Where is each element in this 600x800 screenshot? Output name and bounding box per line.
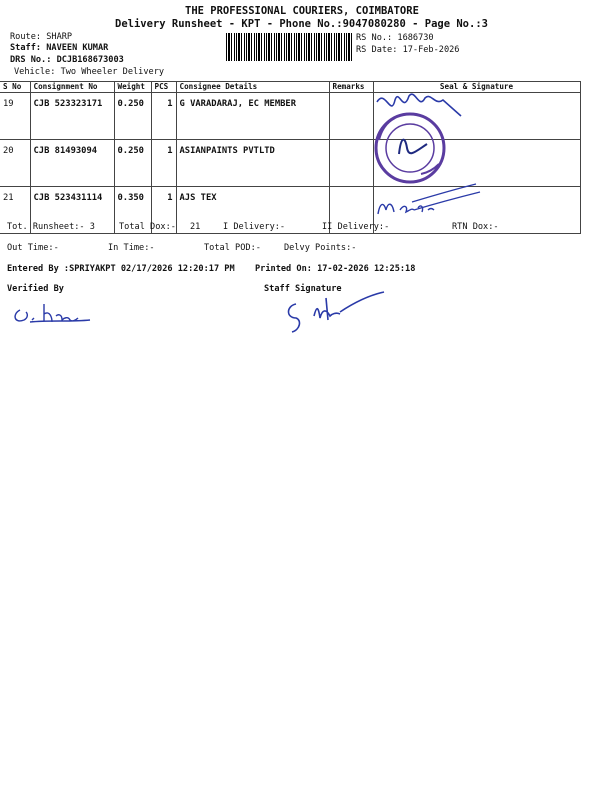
handwritten-name — [378, 204, 434, 214]
cell-weight: 0.350 — [114, 187, 151, 234]
col-header-pcs: PCS — [151, 82, 176, 93]
signature-row-20 — [399, 140, 427, 154]
cell-pcs: 1 — [151, 187, 176, 234]
cell-sno: 21 — [0, 187, 30, 234]
i-delivery: I Delivery:- — [223, 222, 286, 232]
vehicle-label: Vehicle: Two Wheeler Delivery — [14, 67, 165, 77]
cell-sno: 19 — [0, 93, 30, 140]
out-time: Out Time:- — [7, 243, 59, 253]
staff-signature-label: Staff Signature — [264, 284, 342, 294]
tot-runsheet: Tot. Runsheet:- 3 — [7, 222, 95, 232]
runsheet-title: Delivery Runsheet - KPT - Phone No.:9047080280 - Page No.:3 — [115, 18, 488, 30]
cell-weight: 0.250 — [114, 140, 151, 187]
entered-by: Entered By :SPRIYAKPT 02/17/2026 12:20:17 PM — [7, 264, 235, 274]
verified-by-ink — [15, 304, 90, 322]
cell-consignment: CJB 523431114 — [30, 187, 114, 234]
table-row — [0, 140, 580, 187]
col-header-weight: Weight — [114, 82, 151, 93]
cell-sno: 20 — [0, 140, 30, 187]
handwritten-note-row-21 — [372, 180, 492, 220]
runsheet-table — [0, 81, 581, 234]
staff-label: Staff: NAVEEN KUMAR — [10, 43, 109, 53]
total-dox-value: 21 — [190, 222, 201, 232]
col-header-consignment: Consignment No — [30, 82, 114, 93]
verified-by-label: Verified By — [7, 284, 64, 294]
rtn-dox: RTN Dox:- — [452, 222, 499, 232]
cell-consignee: ASIANPAINTS PVTLTD — [176, 140, 329, 187]
total-pod: Total POD:- — [204, 243, 261, 253]
seal-inner-ring — [386, 124, 434, 172]
delvy-points: Delvy Points:- — [284, 243, 357, 253]
barcode — [226, 33, 352, 61]
signature-row-19 — [377, 94, 461, 116]
printed-on: Printed On: 17-02-2026 12:25:18 — [255, 264, 416, 274]
staff-signature-mark — [278, 290, 388, 338]
drs-label: DRS No.: DCJB168673003 — [10, 55, 124, 65]
cell-consignment: CJB 523323171 — [30, 93, 114, 140]
cell-consignee: AJS TEX — [176, 187, 329, 234]
ii-delivery: II Delivery:- — [322, 222, 390, 232]
rs-date: RS Date: 17-Feb-2026 — [356, 45, 460, 55]
rs-number: RS No.: 1686730 — [356, 33, 434, 43]
col-header-sno: S No — [0, 82, 30, 93]
cell-pcs: 1 — [151, 93, 176, 140]
col-header-seal: Seal & Signature — [373, 82, 580, 93]
col-header-remarks: Remarks — [329, 82, 373, 93]
cell-weight: 0.250 — [114, 93, 151, 140]
in-time: In Time:- — [108, 243, 155, 253]
table-row — [0, 93, 580, 140]
cell-consignment: CJB 81493094 — [30, 140, 114, 187]
total-dox-label: Total Dox:- — [119, 222, 176, 232]
col-header-consignee: Consignee Details — [176, 82, 329, 93]
route-label: Route: SHARP — [10, 32, 73, 42]
cell-consignee: G VARADARAJ, EC MEMBER — [176, 93, 329, 140]
table-header-row — [0, 82, 580, 93]
cell-pcs: 1 — [151, 140, 176, 187]
verified-by-signature — [10, 300, 100, 328]
staff-signature-ink — [289, 292, 385, 332]
company-title: THE PROFESSIONAL COURIERS, COIMBATORE — [185, 5, 419, 17]
